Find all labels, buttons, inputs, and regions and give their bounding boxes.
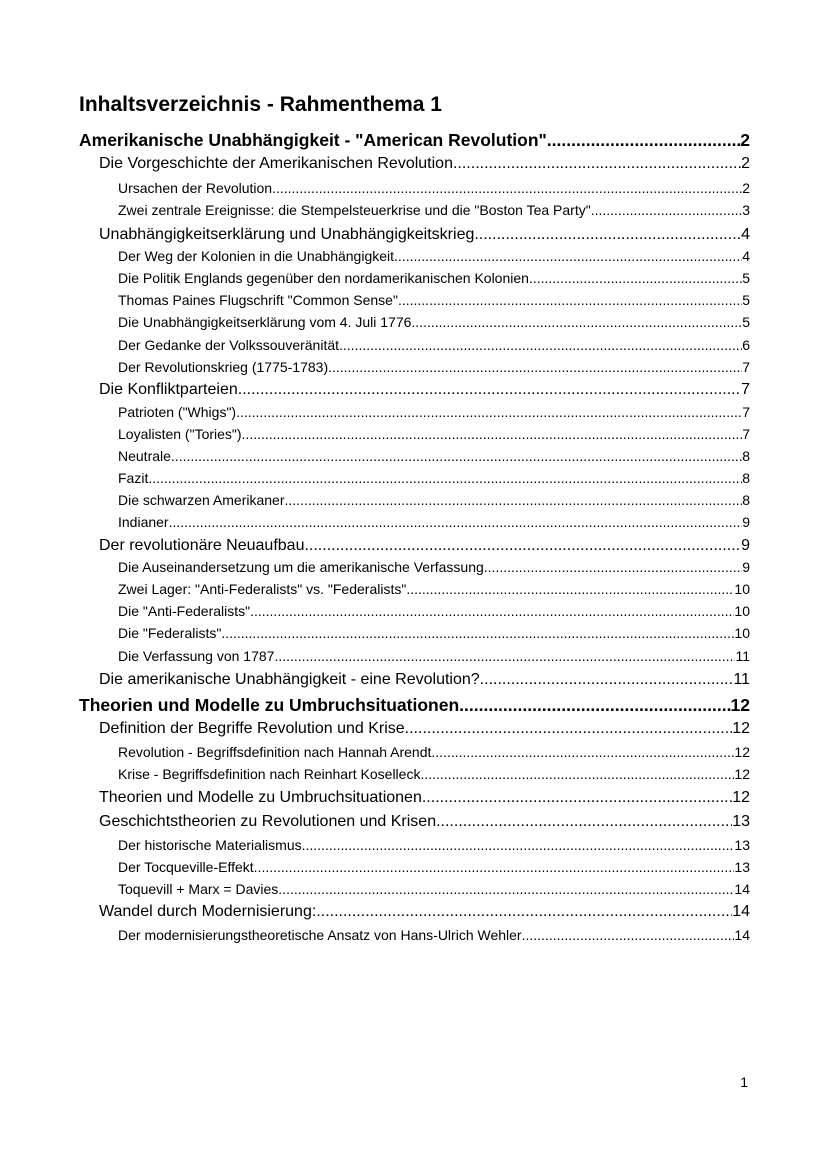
toc-dot-leader <box>474 226 741 244</box>
toc-entry-page: 3 <box>742 202 750 218</box>
toc-dot-leader <box>328 359 742 375</box>
toc-dot-leader <box>522 927 735 943</box>
toc-entry-level-3[interactable] <box>118 337 750 353</box>
toc-entry-label: Unabhängigkeitserklärung und Unabhängigkeitskrieg <box>99 226 475 243</box>
toc-entry-level-3[interactable] <box>118 927 750 943</box>
toc-entry-page: 7 <box>742 359 750 375</box>
toc-entry-label: Die Politik Englands gegenüber den nordamerikanischen Kolonien <box>118 270 529 286</box>
toc-entry-page: 4 <box>742 248 750 264</box>
toc-entry-level-3[interactable] <box>118 404 750 420</box>
toc-entry-label: Indianer <box>118 514 169 530</box>
toc-entry-level-3[interactable] <box>118 859 750 875</box>
toc-dot-leader <box>304 537 741 555</box>
toc-entry-page: 13 <box>734 859 750 875</box>
toc-entry-page: 7 <box>742 426 750 442</box>
toc-dot-leader <box>242 426 743 442</box>
toc-entry-page: 4 <box>741 226 750 243</box>
toc-dot-leader <box>272 180 742 196</box>
toc-entry-page: 8 <box>742 448 750 464</box>
toc-entry-level-3[interactable] <box>118 180 750 196</box>
toc-entry-level-3[interactable] <box>118 202 750 218</box>
toc-entry-label: Fazit <box>118 470 149 486</box>
toc-entry-label: Der historische Materialismus <box>118 837 302 853</box>
toc-dot-leader <box>238 381 741 399</box>
toc-entry-label: Loyalisten ("Tories") <box>118 426 242 442</box>
toc-entry-level-1[interactable] <box>79 695 750 716</box>
toc-entry-level-2[interactable] <box>99 671 750 689</box>
toc-entry-page: 13 <box>732 813 750 830</box>
toc-entry-page: 14 <box>734 927 750 943</box>
toc-entry-label: Krise - Begriffsdefinition nach Reinhart Koselleck <box>118 766 421 782</box>
toc-entry-label: Der revolutionäre Neuaufbau <box>99 537 305 554</box>
toc-entry-page: 10 <box>734 603 750 619</box>
toc-dot-leader <box>405 720 733 738</box>
toc-entry-label: Die Unabhängigkeitserklärung vom 4. Juli 1776 <box>118 314 412 330</box>
toc-entry-page: 8 <box>742 492 750 508</box>
toc-entry-page: 8 <box>742 470 750 486</box>
toc-entry-label: Die Verfassung von 1787 <box>118 648 275 664</box>
toc-entry-page: 2 <box>740 130 750 150</box>
toc-dot-leader <box>547 130 740 151</box>
toc-entry-label: Wandel durch Modernisierung: <box>99 903 317 920</box>
toc-entry-level-3[interactable] <box>118 359 750 375</box>
toc-dot-leader <box>169 514 743 530</box>
toc-dot-leader <box>436 813 732 831</box>
toc-entry-page: 7 <box>742 404 750 420</box>
toc-dot-leader <box>285 492 743 508</box>
toc-entry-level-1[interactable] <box>79 130 750 151</box>
toc-entry-label: Die amerikanische Unabhängigkeit - eine Revolution? <box>99 671 480 688</box>
page-title: Inhaltsverzeichnis - Rahmenthema 1 <box>79 93 442 116</box>
toc-entry-page: 2 <box>741 155 750 172</box>
toc-entry-level-3[interactable] <box>118 270 750 286</box>
toc-entry-level-2[interactable] <box>99 813 750 831</box>
toc-entry-level-3[interactable] <box>118 292 750 308</box>
toc-dot-leader <box>420 766 734 782</box>
toc-dot-leader <box>254 859 735 875</box>
toc-entry-level-2[interactable] <box>99 381 750 399</box>
toc-dot-leader <box>398 292 742 308</box>
toc-entry-page: 6 <box>742 337 750 353</box>
toc-entry-label: Thomas Paines Flugschrift "Common Sense" <box>118 292 398 308</box>
toc-entry-page: 9 <box>742 514 750 530</box>
toc-dot-leader <box>171 448 742 464</box>
toc-entry-label: Die Konfliktparteien <box>99 381 238 398</box>
toc-entry-label: Zwei Lager: "Anti-Federalists" vs. "Federalists" <box>118 581 407 597</box>
toc-dot-leader <box>422 789 732 807</box>
toc-entry-page: 12 <box>730 695 750 715</box>
toc-entry-level-3[interactable] <box>118 314 750 330</box>
toc-entry-label: Der Gedanke der Volkssouveränität <box>118 337 340 353</box>
toc-entry-level-3[interactable] <box>118 744 750 760</box>
toc-entry-level-2[interactable] <box>99 903 750 921</box>
toc-dot-leader <box>302 837 735 853</box>
toc-dot-leader <box>394 248 742 264</box>
toc-dot-leader <box>250 603 734 619</box>
toc-dot-leader <box>459 695 730 716</box>
toc-entry-level-3[interactable] <box>118 470 750 486</box>
toc-entry-label: Der Weg der Kolonien in die Unabhängigkeit <box>118 248 395 264</box>
toc-entry-page: 14 <box>734 881 750 897</box>
toc-entry-label: Revolution - Begriffsdefinition nach Hannah Arendt <box>118 744 432 760</box>
toc-entry-label: Die schwarzen Amerikaner <box>118 492 285 508</box>
toc-entry-label: Die "Anti-Federalists" <box>118 603 251 619</box>
toc-entry-label: Amerikanische Unabhängigkeit - "American Revolution" <box>79 130 547 150</box>
toc-entry-label: Der Revolutionskrieg (1775-1783) <box>118 359 329 375</box>
toc-entry-level-3[interactable] <box>118 559 750 575</box>
toc-entry-label: Theorien und Modelle zu Umbruchsituationen <box>79 695 460 715</box>
toc-entry-page: 13 <box>734 837 750 853</box>
toc-dot-leader <box>274 648 735 664</box>
toc-entry-page: 2 <box>742 180 750 196</box>
toc-dot-leader <box>431 744 734 760</box>
toc-entry-label: Der Tocqueville-Effekt <box>118 859 254 875</box>
toc-dot-leader <box>411 314 742 330</box>
toc-entry-level-2[interactable] <box>99 537 750 555</box>
toc-entry-level-3[interactable] <box>118 514 750 530</box>
toc-entry-level-2[interactable] <box>99 789 750 807</box>
toc-dot-leader <box>453 155 741 173</box>
toc-entry-page: 9 <box>741 537 750 554</box>
toc-entry-level-3[interactable] <box>118 837 750 853</box>
toc-entry-level-3[interactable] <box>118 581 750 597</box>
toc-dot-leader <box>591 202 743 218</box>
toc-dot-leader <box>236 404 742 420</box>
toc-entry-label: Die "Federalists" <box>118 625 222 641</box>
toc-entry-level-2[interactable] <box>99 720 750 738</box>
toc-dot-leader <box>484 559 742 575</box>
toc-entry-level-3[interactable] <box>118 881 750 897</box>
toc-dot-leader <box>529 270 742 286</box>
toc-dot-leader <box>316 903 732 921</box>
toc-entry-page: 5 <box>742 314 750 330</box>
toc-entry-level-3[interactable] <box>118 492 750 508</box>
toc-entry-label: Toquevill + Marx = Davies <box>118 881 279 897</box>
toc-dot-leader <box>339 337 742 353</box>
toc-entry-page: 5 <box>742 270 750 286</box>
toc-entry-page: 14 <box>732 903 750 920</box>
toc-entry-page: 12 <box>732 720 750 737</box>
toc-entry-page: 9 <box>742 559 750 575</box>
toc-dot-leader <box>480 671 734 689</box>
toc-entry-page: 5 <box>742 292 750 308</box>
toc-entry-page: 10 <box>734 625 750 641</box>
toc-entry-label: Geschichtstheorien zu Revolutionen und Krisen <box>99 813 437 830</box>
toc-entry-level-3[interactable] <box>118 625 750 641</box>
toc-entry-level-3[interactable] <box>118 248 750 264</box>
toc-entry-page: 7 <box>741 381 750 398</box>
toc-entry-label: Definition der Begriffe Revolution und Krise <box>99 720 405 737</box>
toc-entry-label: Theorien und Modelle zu Umbruchsituationen <box>99 789 422 806</box>
toc-dot-leader <box>406 581 734 597</box>
toc-entry-label: Zwei zentrale Ereignisse: die Stempelsteuerkrise und die "Boston Tea Party" <box>118 202 591 218</box>
toc-dot-leader <box>221 625 734 641</box>
toc-dot-leader <box>148 470 742 486</box>
toc-entry-label: Neutrale <box>118 448 171 464</box>
toc-entry-level-3[interactable] <box>118 648 750 664</box>
toc-dot-leader <box>278 881 734 897</box>
toc-entry-level-3[interactable] <box>118 766 750 782</box>
toc-entry-page: 12 <box>734 744 750 760</box>
toc-entry-page: 11 <box>735 648 750 664</box>
toc-entry-label: Ursachen der Revolution <box>118 180 273 196</box>
toc-entry-label: Der modernisierungstheoretische Ansatz von Hans-Ulrich Wehler <box>118 927 522 943</box>
page-number: 1 <box>740 1074 748 1090</box>
toc-entry-label: Die Auseinandersetzung um die amerikanische Verfassung <box>118 559 484 575</box>
toc-entry-label: Patrioten ("Whigs") <box>118 404 237 420</box>
toc-entry-level-3[interactable] <box>118 603 750 619</box>
toc-entry-level-2[interactable] <box>99 155 750 173</box>
toc-entry-page: 10 <box>734 581 750 597</box>
toc-entry-page: 11 <box>733 671 750 688</box>
toc-entry-level-3[interactable] <box>118 448 750 464</box>
toc-entry-label: Die Vorgeschichte der Amerikanischen Revolution <box>99 155 453 172</box>
toc-entry-level-3[interactable] <box>118 426 750 442</box>
toc-entry-page: 12 <box>734 766 750 782</box>
toc-entry-level-2[interactable] <box>99 226 750 244</box>
toc-entry-page: 12 <box>732 789 750 806</box>
